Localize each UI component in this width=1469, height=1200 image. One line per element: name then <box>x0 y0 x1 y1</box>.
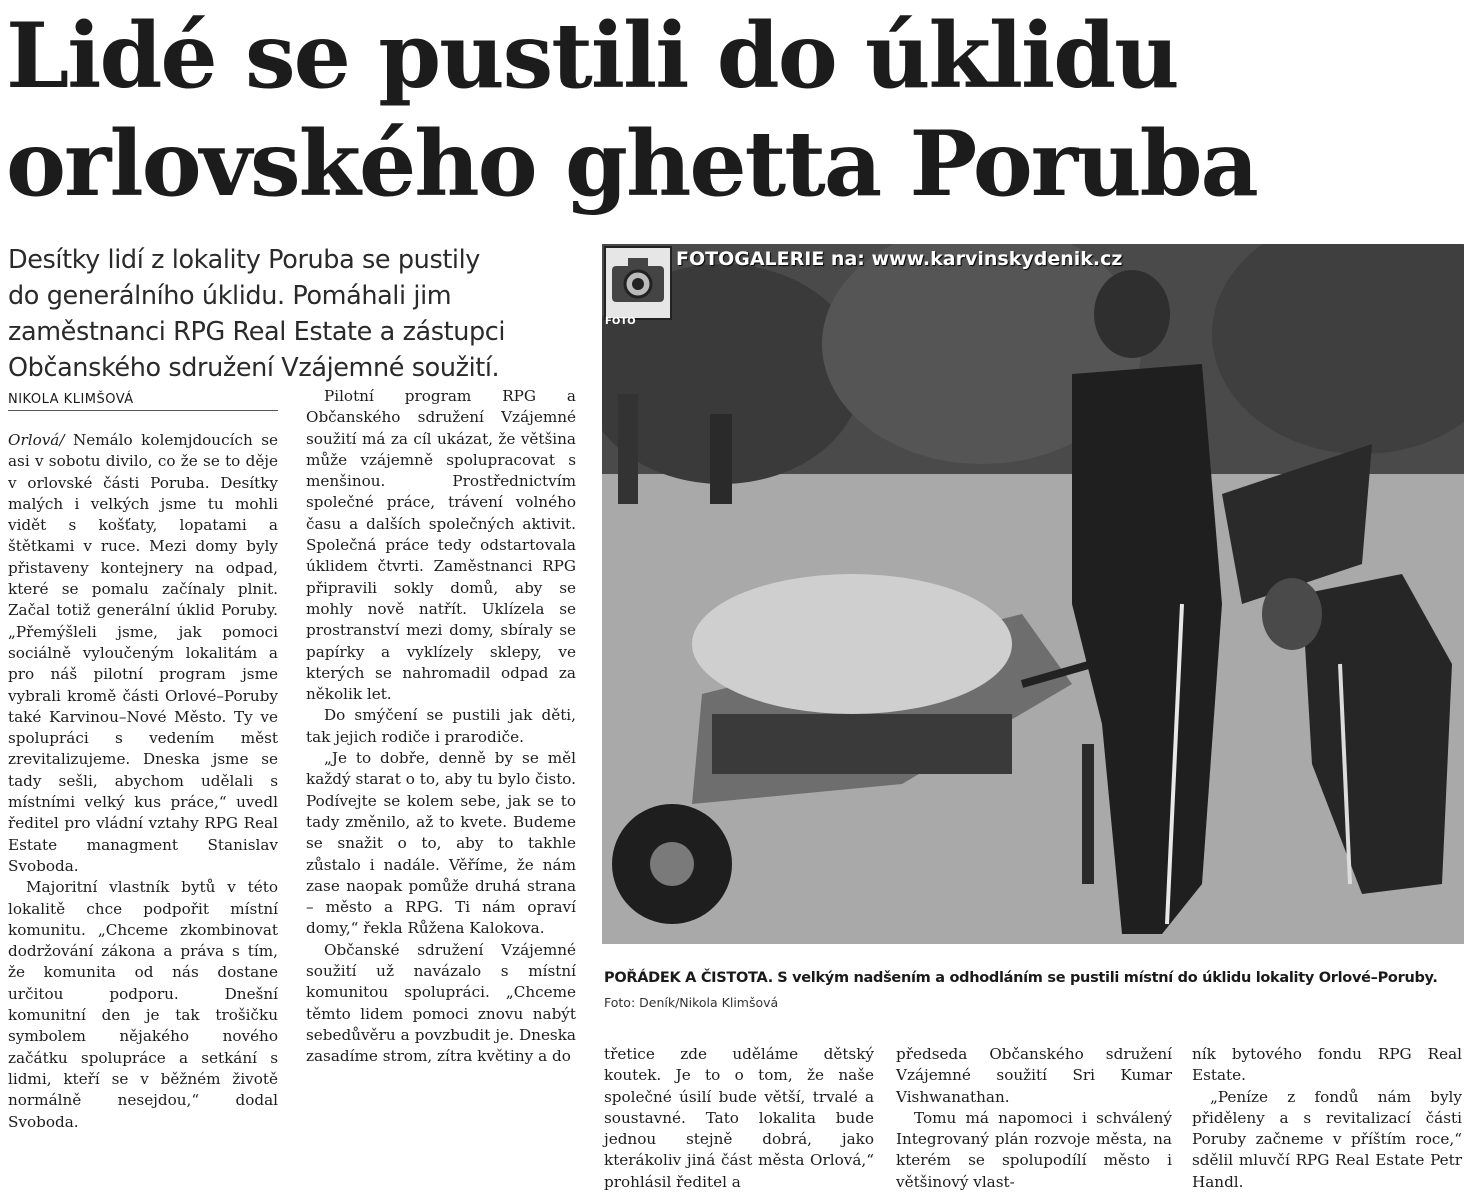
article-paragraph: „Peníze z fondů nám byly přiděleny a s revitalizací části Poruby začneme v příštím roce,“ sdělil mluvčí RPG Real Estate Petr Handl. <box>1192 1087 1462 1191</box>
article-paragraph: Tomu má napomoci i schválený Integrovaný plán rozvoje města, na kterém se spolupodílí město i většinový vlast- <box>896 1108 1172 1191</box>
camera-label: FOTO <box>605 316 636 327</box>
article-column-1 <box>8 430 278 1133</box>
article-column-2 <box>306 386 576 1068</box>
photo-caption <box>604 970 1464 986</box>
lead-line-2: do generálního úklidu. Pomáhali jim <box>8 281 452 311</box>
camera-icon-glyph <box>606 248 670 318</box>
headline <box>6 2 1466 218</box>
headline-line-2: orlovského ghetta Poruba <box>6 111 1257 217</box>
photo-gallery-link[interactable]: FOTOGALERIE na: www.karvinskydenik.cz <box>676 248 1123 270</box>
article-photo <box>602 244 1464 944</box>
article-paragraph: Do smýčení se pustili jak děti, tak jejich rodiče i prarodiče. <box>306 706 576 746</box>
article-paragraph: ník bytového fondu RPG Real Estate. <box>1192 1045 1462 1085</box>
lead-line-4: Občanského sdružení Vzájemné soužití. <box>8 353 500 383</box>
camera-icon <box>604 246 672 320</box>
article-paragraph: „Je to dobře, denně by se měl každý starat o to, aby tu bylo čisto. Podívejte se kolem sebe, jak se to tady změnilo, až to kvete. Budeme se snažit o to, aby to takhle zůstalo i nadále. Věříme, že nám zase naopak pomůže druhá strana – město a RPG. Ti nám opraví domy,“ řekla Růžena Kalokova. <box>306 749 576 938</box>
article-paragraph <box>8 430 278 877</box>
photo-credit: Foto: Deník/Nikola Klimšová <box>604 995 779 1010</box>
caption-text: S velkým nadšením a odhodláním se pustili místní do úklidu lokality Orlové–Poruby. <box>777 970 1438 986</box>
lead-line-3: zaměstnanci RPG Real Estate a zástupci <box>8 317 506 347</box>
dateline: Orlová/ <box>8 431 65 449</box>
caption-label: POŘÁDEK A ČISTOTA. <box>604 970 773 986</box>
paragraph-text: Nemálo kolemjdoucích se asi v sobotu divilo, co že se to děje v orlovské části Poruba. Desítky malých i velkých jsme tu mohli vidět s košťaty, lopatami a štětkami v ruce. Mezi domy byly přistaveny kontejnery na odpad, které se pomalu začínaly plnit. Začal totiž generální úklid Poruby. „Přemýšleli jsme, jak pomoci sociálně vyloučeným lokalitám a pro náš pilotní program jsme vybrali kromě části Orlové–Poruby také Karvinou–Nové Město. Ty ve spolupráci s vedením měst zrevitalizujeme. Dneska jsme se tady sešli, abychom udělali s místními velký kus práce,“ uvedl ředitel pro vládní vztahy RPG Real Estate managment Stanislav Svoboda. <box>8 431 278 875</box>
article-paragraph: Pilotní program RPG a Občanského sdružení Vzájemné soužití má za cíl ukázat, že většina může vzájemně spolupracovat s menšinou. Prostřednictvím společné práce, trávení volného času a dalších společných aktivit. Společná práce tedy odstartovala úklidem čtvrti. Zaměstnanci RPG připravili sokly domů, aby se mohly nově natřít. Uklízela se prostranství mezi domy, sbíraly se papírky a vyklízely sklepy, ve kterých se nahromadil odpad za několik let. <box>306 387 576 704</box>
article-paragraph: předseda Občanského sdružení Vzájemné soužití Sri Kumar Vishwanathan. <box>896 1045 1172 1106</box>
lead-paragraph <box>8 242 568 386</box>
photo-illustration <box>602 244 1464 944</box>
lead-line-1: Desítky lidí z lokality Poruba se pustily <box>8 245 480 275</box>
article-paragraph: třetice zde uděláme dětský koutek. Je to o tom, že naše společné úsilí bude větší, trvalé a soustavné. Tato lokalita bude jednou stejně dobrá, jako kterákoliv jiná část města Orlová,“ prohlásil ředitel a <box>604 1045 874 1191</box>
article-paragraph: Občanské sdružení Vzájemné soužití už navázalo s místní komunitou spolupráci. „Chceme těmto lidem pomoci znovu nabýt sebedůvěru a povzbudit je. Dneska zasadíme strom, zítra květiny a do <box>306 940 576 1066</box>
headline-line-1: Lidé se pustili do úklidu <box>6 3 1178 109</box>
article-paragraph: Majoritní vlastník bytů v této lokalitě chce podpořit místní komunitu. „Chceme zkombinovat dodržování zákona a práva s tím, že komunita od nás dostane určitou podporu. Dnešní komunitní den je tak trošičku symbolem nějakého nového začátku spolupráce a setkání s lidmi, kteří se v běžném životě normálně nesejdou,“ dodal Svoboda. <box>8 878 278 1131</box>
byline: NIKOLA KLIMŠOVÁ <box>8 392 278 411</box>
article-column-3 <box>604 1044 874 1193</box>
article-column-5 <box>1192 1044 1462 1193</box>
article-column-4 <box>896 1044 1172 1193</box>
